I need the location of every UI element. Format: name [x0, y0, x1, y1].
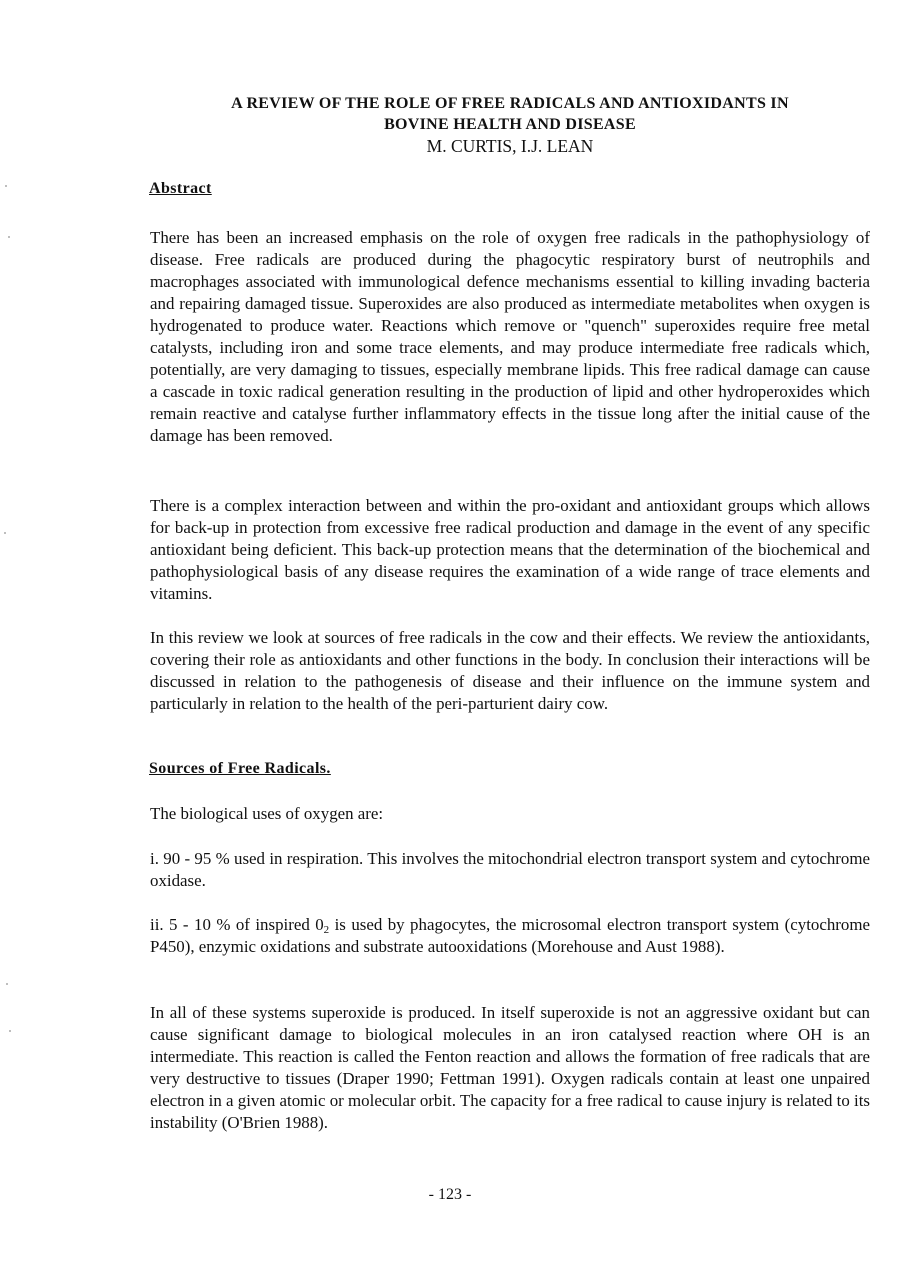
scan-speck — [9, 1030, 11, 1032]
title-line-1: A REVIEW OF THE ROLE OF FREE RADICALS AND ANTIOXIDANTS IN — [231, 95, 789, 112]
scan-speck — [4, 532, 6, 534]
sources-heading: Sources of Free Radicals. — [149, 760, 331, 777]
abstract-paragraph-2: There is a complex interaction between and within the pro-oxidant and antioxidant groups which allows for back-up in protection from excessive free radical production and damage in the event of any specific antioxidant being deficient. This back-up protection means that the determination of the biochemical and pathophysiological basis of any disease requires the examination of a wide range of trace elements and vitamins. — [150, 496, 870, 603]
sources-intro: The biological uses of oxygen are: — [150, 804, 384, 823]
abstract-heading: Abstract — [149, 180, 212, 197]
abstract-paragraph-1: There has been an increased emphasis on the role of oxygen free radicals in the pathophysiology of disease. Free radicals are produced during the phagocytic respiratory burst of neutrophils and macrophages associated with immunological defence mechanisms essential to killing invading bacteria and repairing damaged tissue. Superoxides are also produced as intermediate metabolites when oxygen is hydrogenated to produce water. Reactions which remove or "quench" superoxides require free metal catalysts, including iron and some trace elements, and may produce intermediate free radicals which, potentially, are very damaging to tissues, especially membrane lipids. This free radical damage can cause a cascade in toxic radical generation resulting in the production of lipid and other hydroperoxides which remain reactive and catalyse further inflammatory effects in the tissue long after the initial cause of the damage has been removed. — [150, 228, 870, 445]
sources-paragraph-final: In all of these systems superoxide is produced. In itself superoxide is not an aggressive oxidant but can cause significant damage to biological molecules in an iron catalysed reaction where OH is an intermediate. This reaction is called the Fenton reaction and allows the formation of free radicals that are very destructive to tissues (Draper 1990; Fettman 1991). Oxygen radicals contain at least one unpaired electron in a given atomic or molecular orbit. The capacity for a free radical to cause injury is related to its instability (O'Brien 1988). — [150, 1003, 870, 1132]
title-line-2: BOVINE HEALTH AND DISEASE — [384, 116, 636, 133]
item-2-text-start: ii. 5 - 10 % of inspired 0 — [150, 915, 324, 934]
scan-speck — [5, 185, 7, 187]
scan-speck — [8, 236, 10, 238]
authors: M. CURTIS, I.J. LEAN — [426, 136, 594, 156]
item-2-subscript: 2 — [323, 924, 330, 936]
item-2-text-end: is used by phagocytes, the microsomal electron transport system (cytochrome P450), enzymic oxidations and substrate autooxidations (Morehouse and Aust 1988). — [150, 915, 870, 956]
page-number: - 123 - — [428, 1186, 472, 1203]
title-block — [150, 93, 870, 157]
abstract-paragraph-3: In this review we look at sources of free radicals in the cow and their effects. We review the antioxidants, covering their role as antioxidants and other functions in the body. In conclusion their interactions will be discussed in relation to the pathogenesis of disease and their influence on the immune system and particularly in relation to the health of the peri-parturient dairy cow. — [150, 628, 870, 713]
oxygen-use-item-1: i. 90 - 95 % used in respiration. This involves the mitochondrial electron transport system and cytochrome oxidase. — [150, 849, 870, 890]
scan-speck — [6, 983, 8, 985]
oxygen-use-item-2 — [150, 914, 870, 958]
